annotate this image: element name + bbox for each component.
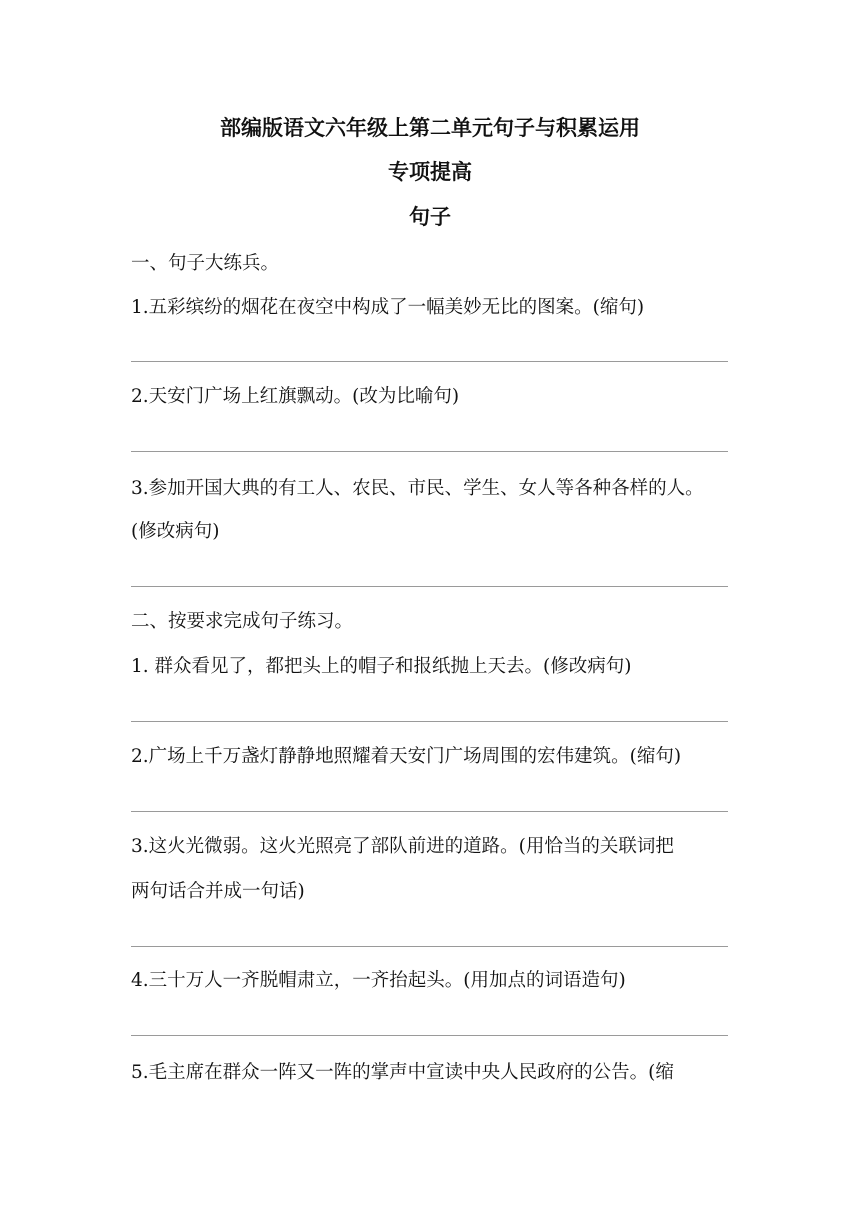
emphasis-dot-char: 一 <box>352 967 371 995</box>
q4-text-segment: 抬起头。(用加点的词语造句) <box>389 970 626 991</box>
answer-line[interactable] <box>131 1035 728 1036</box>
part1-question-1: 1.五彩缤纷的烟花在夜空中构成了一幅美妙无比的图案。(缩句) <box>131 297 645 318</box>
part2-heading: 二、按要求完成句子练习。 <box>131 611 354 632</box>
part1-heading: 一、句子大练兵。 <box>131 253 280 274</box>
part2-question-3-line2: 两句话合并成一句话) <box>131 881 305 902</box>
emphasis-dot-char: 齐 <box>241 967 260 995</box>
part1-question-2: 2.天安门广场上红旗飘动。(改为比喻句) <box>131 386 460 407</box>
part2-question-2: 2.广场上千万盏灯静静地照耀着天安门广场周围的宏伟建筑。(缩句) <box>131 746 682 767</box>
part2-question-5: 5.毛主席在群众一阵又一阵的掌声中宣读中央人民政府的公告。(缩 <box>131 1062 674 1083</box>
q4-text-segment: 脱帽肃立， <box>259 970 353 991</box>
answer-line[interactable] <box>131 811 728 812</box>
answer-line[interactable] <box>131 721 728 722</box>
part1-question-3-line2: (修改病句) <box>131 521 220 542</box>
worksheet-title: 部编版语文六年级上第二单元句子与积累运用 <box>220 116 640 140</box>
part2-question-4 <box>131 967 731 995</box>
part1-question-3-line1: 3.参加开国大典的有工人、农民、市民、学生、女人等各种各样的人。 <box>131 478 704 499</box>
q4-text-segment: 4.三十万人 <box>131 970 223 991</box>
answer-line[interactable] <box>131 586 728 587</box>
worksheet-subtitle: 专项提高 <box>388 160 472 184</box>
answer-line[interactable] <box>131 451 728 452</box>
part2-question-3-line1: 3.这火光微弱。这火光照亮了部队前进的道路。(用恰当的关联词把 <box>131 836 674 857</box>
emphasis-dot-char: 齐 <box>371 967 390 995</box>
section-title: 句子 <box>409 205 451 229</box>
answer-line[interactable] <box>131 361 728 362</box>
answer-line[interactable] <box>131 946 728 947</box>
part2-question-1: 1. 群众看见了，都把头上的帽子和报纸抛上天去。(修改病句) <box>131 656 632 677</box>
emphasis-dot-char: 一 <box>223 967 242 995</box>
